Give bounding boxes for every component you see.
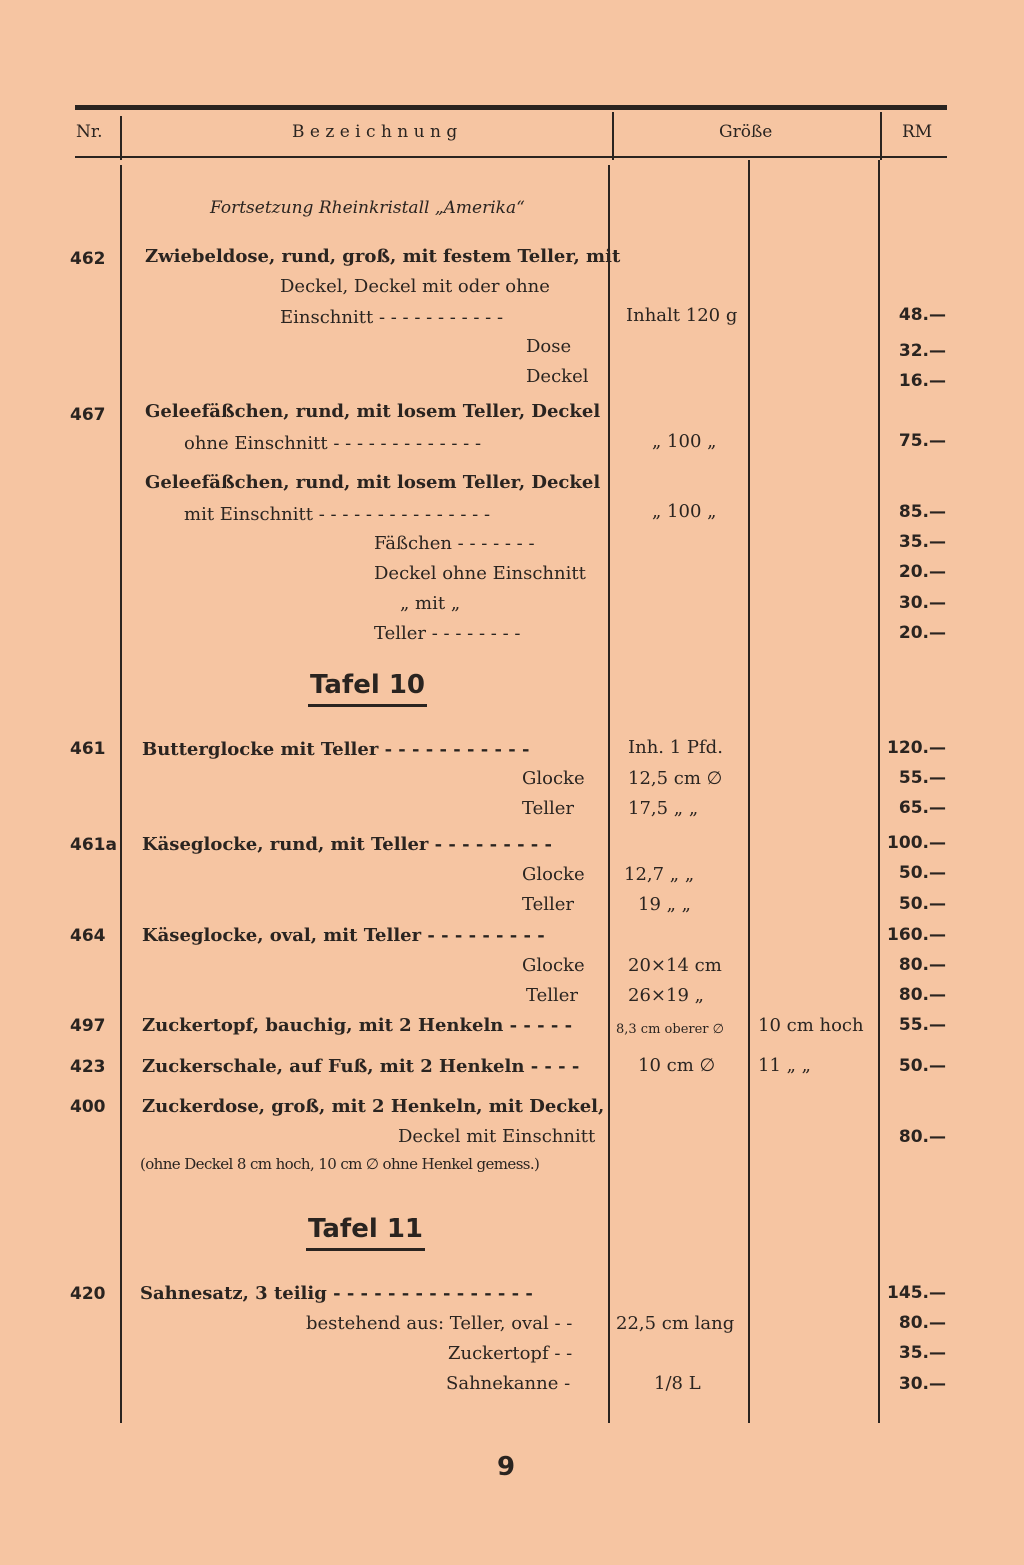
item-desc: Butterglocke mit Teller - - - - - - - - - - -: [142, 739, 530, 760]
item-nr: 420: [70, 1284, 106, 1304]
item-desc: Zuckertopf, bauchig, mit 2 Henkeln - - - - -: [142, 1015, 573, 1036]
item-price: 30.—: [898, 1374, 946, 1394]
item-size: 10 cm ∅: [638, 1055, 716, 1076]
item-size: Inhalt 120 g: [626, 305, 738, 326]
item-nr: 461: [70, 739, 106, 759]
item-desc: Deckel: [526, 366, 589, 387]
item-size: 22,5 cm lang: [616, 1313, 735, 1334]
item-price: 35.—: [898, 1343, 946, 1363]
col-divider: [120, 165, 122, 1423]
item-desc: Geleefäßchen, rund, mit losem Teller, Deckel: [145, 472, 601, 493]
item-price: 16.—: [898, 371, 946, 391]
item-price: 48.—: [898, 305, 946, 325]
item-price: 80.—: [898, 1127, 946, 1147]
item-nr: 467: [70, 405, 106, 425]
item-size: „ 100 „: [652, 431, 717, 452]
item-price: 32.—: [898, 341, 946, 361]
item-size: „ 100 „: [652, 501, 717, 522]
item-desc: Deckel ohne Einschnitt: [374, 563, 586, 584]
item-price: 75.—: [898, 431, 946, 451]
item-desc: Fäßchen - - - - - - -: [374, 533, 535, 554]
item-size: 17,5 „ „: [628, 798, 699, 819]
item-price: 20.—: [898, 623, 946, 643]
item-desc: Sahnekanne -: [446, 1373, 571, 1394]
item-desc: Käseglocke, oval, mit Teller - - - - - - - - -: [142, 925, 545, 946]
continuation-note: Fortsetzung Rheinkristall „Amerika“: [210, 198, 525, 218]
col-divider: [880, 112, 882, 160]
top-rule: [75, 105, 947, 110]
item-desc: Käseglocke, rund, mit Teller - - - - - - - - -: [142, 834, 553, 855]
item-nr: 462: [70, 249, 106, 269]
item-size: 12,7 „ „: [624, 864, 695, 885]
header-rule: [75, 156, 947, 158]
item-desc: Glocke: [522, 955, 585, 976]
item-size: 26×19 „: [628, 985, 704, 1006]
item-desc: ohne Einschnitt - - - - - - - - - - - - -: [184, 433, 482, 454]
item-desc: Zwiebeldose, rund, groß, mit festem Teller, mit: [145, 246, 621, 267]
item-price: 120.—: [887, 738, 946, 758]
item-desc: Deckel mit Einschnitt: [398, 1126, 596, 1147]
item-desc: Geleefäßchen, rund, mit losem Teller, Deckel: [145, 401, 601, 422]
item-price: 20.—: [898, 562, 946, 582]
header-bezeichnung: B e z e i c h n u n g: [292, 122, 458, 142]
item-desc: „ mit „: [400, 593, 461, 614]
item-desc: Glocke: [522, 864, 585, 885]
section-heading: Tafel 11: [306, 1214, 425, 1251]
item-desc: Deckel, Deckel mit oder ohne: [280, 276, 550, 297]
item-desc: (ohne Deckel 8 cm hoch, 10 cm ∅ ohne Henkel gemess.): [140, 1155, 540, 1173]
header-groesse: Größe: [719, 122, 773, 142]
item-size: Inh. 1 Pfd.: [628, 737, 723, 758]
header-rm: RM: [902, 122, 933, 142]
item-desc: Teller - - - - - - - -: [374, 623, 521, 644]
item-desc: Dose: [526, 336, 572, 357]
item-price: 55.—: [898, 1015, 946, 1035]
item-desc: Glocke: [522, 768, 585, 789]
item-nr: 464: [70, 926, 106, 946]
item-price: 80.—: [898, 1313, 946, 1333]
item-desc: Zuckerdose, groß, mit 2 Henkeln, mit Deckel,: [142, 1096, 605, 1117]
item-price: 80.—: [898, 955, 946, 975]
item-price: 55.—: [898, 768, 946, 788]
item-nr: 400: [70, 1097, 106, 1117]
item-price: 160.—: [887, 925, 946, 945]
item-size: 19 „ „: [638, 894, 691, 915]
page-number: 9: [497, 1452, 516, 1482]
item-desc: Teller: [522, 894, 575, 915]
item-price: 65.—: [898, 798, 946, 818]
item-nr: 497: [70, 1016, 106, 1036]
col-divider: [120, 116, 122, 160]
item-price: 30.—: [898, 593, 946, 613]
item-nr: 423: [70, 1057, 106, 1077]
item-size: 8,3 cm oberer ∅: [616, 1022, 724, 1037]
item-price: 85.—: [898, 502, 946, 522]
item-price: 50.—: [898, 894, 946, 914]
item-desc: mit Einschnitt - - - - - - - - - - - - - - -: [184, 504, 491, 525]
header-nr: Nr.: [76, 122, 103, 142]
item-desc: bestehend aus: Teller, oval - -: [306, 1313, 573, 1334]
item-price: 35.—: [898, 532, 946, 552]
item-height: 11 „ „: [758, 1055, 811, 1076]
item-desc: Zuckerschale, auf Fuß, mit 2 Henkeln - - - -: [142, 1056, 580, 1077]
item-desc: Sahnesatz, 3 teilig - - - - - - - - - - - - - - -: [140, 1283, 533, 1304]
item-price: 50.—: [898, 863, 946, 883]
item-nr: 461a: [70, 835, 117, 855]
item-size: 1/8 L: [654, 1373, 701, 1394]
item-height: 10 cm hoch: [758, 1015, 864, 1036]
col-divider: [608, 165, 610, 1423]
item-size: 20×14 cm: [628, 955, 722, 976]
item-price: 100.—: [887, 833, 946, 853]
item-price: 145.—: [887, 1283, 946, 1303]
section-heading: Tafel 10: [308, 670, 427, 707]
item-desc: Zuckertopf - -: [448, 1343, 573, 1364]
item-desc: Teller: [522, 798, 575, 819]
item-price: 50.—: [898, 1056, 946, 1076]
item-desc: Einschnitt - - - - - - - - - - -: [280, 307, 504, 328]
item-size: 12,5 cm ∅: [628, 768, 723, 789]
col-divider: [612, 112, 614, 160]
item-price: 80.—: [898, 985, 946, 1005]
item-desc: Teller: [526, 985, 579, 1006]
col-divider: [748, 160, 750, 1423]
